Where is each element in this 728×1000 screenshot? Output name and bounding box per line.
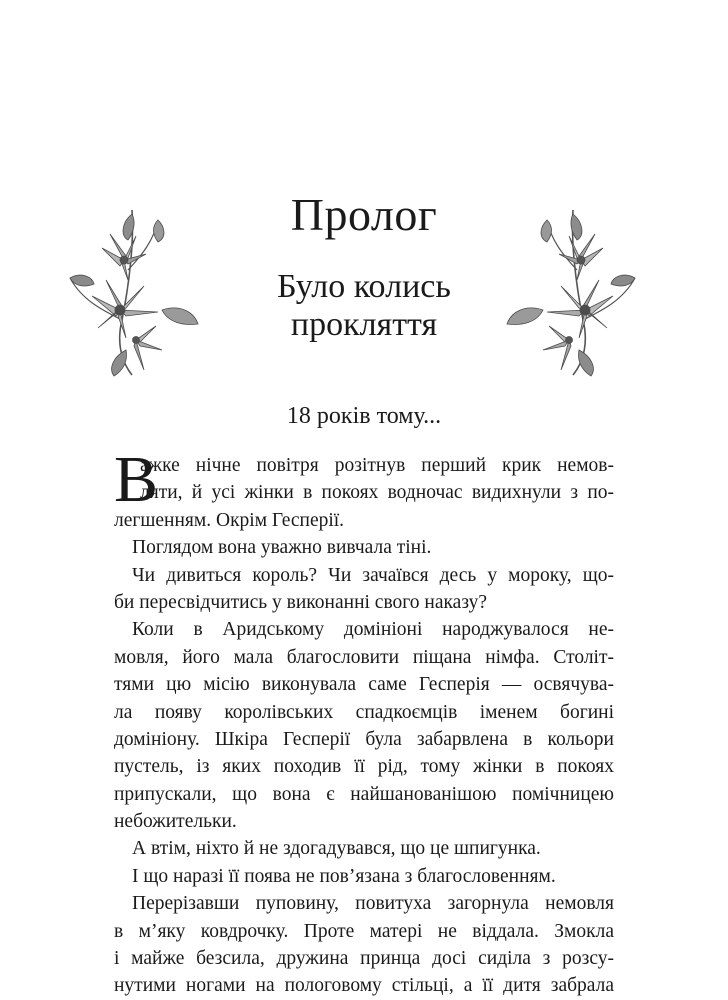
text-line: ляти, й усі жінки в покоях водночас видихнули з по- bbox=[140, 482, 614, 504]
text-line: нутими ногами на пологовому стільці, а її дитя забрала bbox=[114, 975, 614, 997]
text-line: Перерізавши пуповину, повитуха загорнула немовля bbox=[132, 893, 614, 915]
text-line: Коли в Аридському домініоні народжувалося не- bbox=[132, 619, 614, 641]
text-line: мовля, його мала благословити піщана німфа. Століт- bbox=[114, 646, 614, 668]
time-note: 18 років тому... bbox=[286, 403, 442, 429]
text-line: і майже безсила, дружина принца досі сиділа з розсу- bbox=[114, 948, 614, 970]
text-line: пустель, із яких походив її рід, тому жінки в покоях bbox=[114, 756, 614, 778]
text-line: би пересвідчитись у виконанні свого наказу? bbox=[114, 591, 488, 613]
text-line: А втім, ніхто й не здогадувався, що це шпигунка. bbox=[132, 838, 541, 860]
chapter-subtitle-line: прокляття bbox=[290, 306, 438, 343]
text-line: ла появу королівських спадкоємців іменем богині bbox=[114, 701, 614, 723]
text-line: Чи дивиться король? Чи зачаївся десь у мороку, що- bbox=[132, 564, 614, 586]
text-line: Поглядом вона уважно вивчала тіні. bbox=[132, 537, 432, 559]
chapter-title: Пролог bbox=[290, 189, 438, 240]
chapter-subtitle bbox=[0, 268, 728, 344]
drop-cap: В bbox=[114, 443, 159, 516]
text-line: тями цю місію виконувала саме Гесперія — освячува- bbox=[114, 674, 614, 696]
text-line: припускали, що вона є найшанованішою помічницею bbox=[114, 783, 614, 805]
text-line: легшенням. Окрім Гесперії. bbox=[114, 509, 345, 531]
text-line: в м’яку ковдрочку. Проте матері не віддала. Змокла bbox=[114, 920, 614, 942]
body-text bbox=[114, 443, 614, 1000]
text-line: І що наразі її поява не пов’язана з благословенням. bbox=[132, 865, 556, 887]
text-line: небожительки. bbox=[114, 811, 237, 833]
chapter-subtitle-line: Було колись bbox=[277, 268, 451, 305]
text-line: домініону. Шкіра Гесперії була забарвлена в кольори bbox=[114, 728, 614, 750]
text-line: ажке нічне повітря розітнув перший крик немов- bbox=[140, 455, 614, 476]
